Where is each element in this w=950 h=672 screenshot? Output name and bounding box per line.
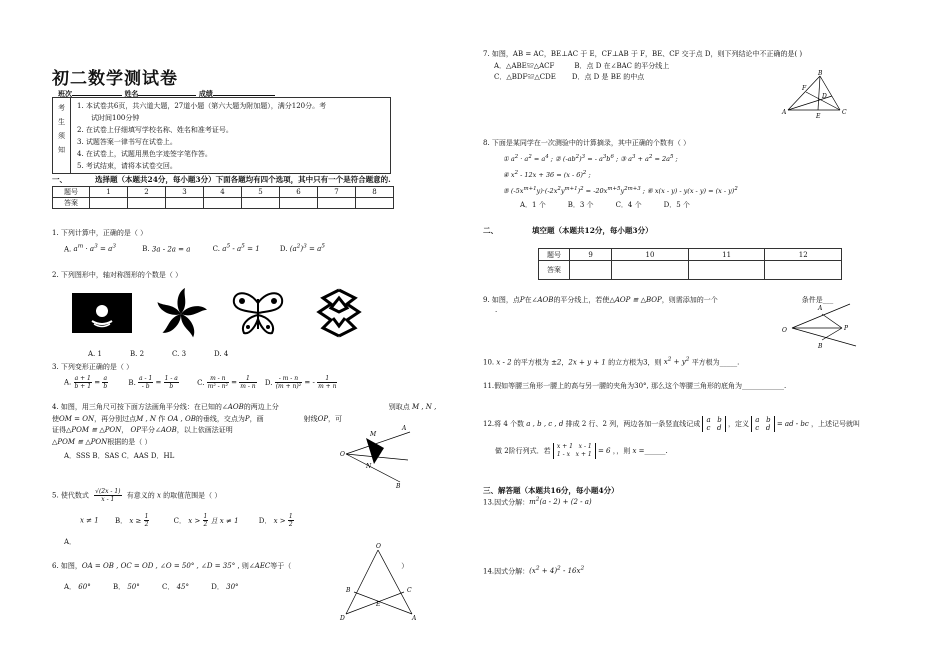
q2-stem: 2. 下列图形中，轴对称图形的个数是（ ） xyxy=(52,271,183,279)
q4-options: A．SSS B．SAS C．AAS D．HL xyxy=(64,452,175,460)
svg-text:P: P xyxy=(844,325,849,332)
macau-flag-image xyxy=(72,293,132,333)
q4-text: 4. 如图，用三角尺可按下面方法画角平分线：在已知的∠AOB的两边上分 别取点 M , N , 使OM = ON，再分别过点M , N 作 OA , OB的垂线，交点为P，画 射线OP，可 证得△POM ≌ △PON， OP平分∠AOB，以上依画法证明 △POM ≌ △PON根据的是（ ） xyxy=(52,403,437,446)
q1-stem: 1. 下列计算中，正确的是（ ） xyxy=(52,229,148,237)
svg-text:D: D xyxy=(340,615,345,622)
bauhinia-flower-image xyxy=(153,286,209,342)
maze-pattern-image xyxy=(311,288,367,338)
svg-text:E: E xyxy=(816,113,821,120)
q6-stem: 6. 如图，OA = OB , OC = OD , ∠O = 50° , ∠D = 35° , 则∠AEC等于（ ） xyxy=(52,562,409,570)
svg-text:O: O xyxy=(782,327,787,334)
score-label: 成绩 xyxy=(198,89,213,98)
svg-text:A: A xyxy=(782,109,787,116)
svg-text:F: F xyxy=(802,85,807,92)
q7-options: A．△ABE≌△ACF B．点 D 在∠BAC 的平分线上 C．△BDF≌△CDE D．点 D 是 BE 的中点 xyxy=(494,62,670,81)
svg-text:B: B xyxy=(396,483,401,490)
svg-text:A: A xyxy=(818,305,823,312)
notice-items: 1. 本试卷共6页，共六道大题，27道小题（第六大题为附加题），满分120分。考 试时间100分钟 2. 在试卷上仔细填写学校名称、姓名和准考证号。 3. 试题答案一律书写在试卷上。 4. 在试卷上，试题用黑色字迹签字笔作答。 5. 考试结束，请将本试卷交回。 xyxy=(77,102,327,170)
answer-cell[interactable] xyxy=(765,261,842,280)
answer-grid-2: 题号 9 10 11 12 答案 xyxy=(538,248,842,280)
answer-cell[interactable] xyxy=(242,198,280,209)
q7-stem: 7. 如图，AB = AC，BE⊥AC 于 E，CF⊥AB 于 F，BE、CF 交于点 D，则下列结论中不正确的是( ) xyxy=(483,50,803,58)
svg-text:D: D xyxy=(822,93,827,100)
svg-text:B: B xyxy=(818,70,823,77)
q1-options: A. $a^m \cdot a^3 = a^3$ B. 3a - 2a = a C. $a^5 - a^5 = 1$ D. $(a^2)^3 = a^5$ xyxy=(64,244,326,254)
svg-text:E: E xyxy=(376,601,381,608)
notice-label: 考 生 须 知 xyxy=(58,104,65,154)
answer-cell[interactable] xyxy=(612,261,689,280)
q3-stem: 3. 下列变形正确的是（ ） xyxy=(52,363,134,371)
angle-bisector-figure xyxy=(340,418,410,488)
svg-text:A: A xyxy=(412,615,417,622)
answer-cell[interactable] xyxy=(318,198,356,209)
q9-stem: 9. 如图，点P在∠AOB的平分线上，若使△AOP ≌ △BOP，则需添加的一个 条件是___ xyxy=(483,296,834,304)
answer-grid-1: 题号 1 2 3 4 5 6 7 8 答案 xyxy=(52,186,394,209)
q2-options: A. 1 B. 2 C. 3 D. 4 xyxy=(88,350,229,358)
q14-stem: 14.因式分解：$(x^2 + 4)^2 - 16x^2$ xyxy=(483,566,585,576)
q5-stem: 5. 使代数式 $\frac{√(2x - 1)}{x - 1}$ 有意义的 x 的取值范围是（ ） xyxy=(52,488,222,503)
triangle-figure-q7 xyxy=(782,70,852,120)
q12-line1: 12.将 4 个数 a , b , c , d 排成 2 行、2 列，两边各加一条竖直线记成 a b c d ，定义 a b c d = ad - bc ，上述记号就叫 xyxy=(483,416,861,432)
answer-cell[interactable] xyxy=(356,198,394,209)
section-3-heading: 三、解答题（本题共16分，每小题4分） xyxy=(483,486,619,495)
butterfly-image xyxy=(230,289,286,337)
page-title: 初二数学测试卷 xyxy=(52,69,178,89)
q5-option-a: A． xyxy=(64,538,77,546)
q8-options: A．1 个 B．3 个 C．4 个 D．5 个 xyxy=(520,201,690,209)
triangle-figure-q6 xyxy=(340,542,420,622)
q10-stem: 10. x - 2 的平方根为 ±2，2x + y + 1 的立方根为3，则 $x^2 + y^2$ 平方根为_____. xyxy=(483,357,740,367)
q3-options: A. $\frac{a + 1}{b + 1}$ = $\frac{a}{b}$ B. $\frac{a - 1}{- b}$ = $\frac{1 - a}{b}$ C. $\frac{m - n}{\text{m² - n²}}$ = $\frac{1}{m - n}$ D. $\frac{- m - n}{\text{(m + n)²}}$ = - $\frac{1}{m + n}$ xyxy=(64,375,337,390)
angle-figure-q9 xyxy=(780,302,860,348)
svg-text:B: B xyxy=(346,587,351,594)
section-2-heading: 二、 填空题（本题共12分，每小题3分） xyxy=(483,226,653,235)
name-label: 姓名 xyxy=(124,89,139,98)
answer-cell[interactable] xyxy=(570,261,612,280)
answer-cell[interactable] xyxy=(204,198,242,209)
class-label: 班次 xyxy=(58,89,72,98)
svg-text:O: O xyxy=(376,543,381,550)
q9-period: . xyxy=(495,306,498,314)
q8-stem: 8. 下面是某同学在一次测验中的计算摘录，其中正确的个数有（ ） xyxy=(483,139,691,147)
svg-text:N: N xyxy=(366,463,372,470)
exam-notice-box xyxy=(52,97,391,174)
answer-cell[interactable] xyxy=(280,198,318,209)
answer-cell[interactable] xyxy=(128,198,166,209)
section-1-heading: 一、 选择题（本题共24分，每小题3分）下面各题均有四个选项，其中只有一个是符合题意的. xyxy=(52,175,391,184)
q13-stem: 13.因式分解：$m^2(a - 2) + (2 - a)$ xyxy=(483,497,592,507)
q8-items: ① $a^2 \cdot a^2 = a^4$ ; ② $(-ab^2)^3$ = - $a^3b^6$ ; ③ $a^3 + a^2 = 2a^5$ ; ④ $x^2 - 12x + 36 = (x - 6)^2$ ; ⑤ $(-5x^{m+1}y)\cdot(-2x^2y^{m+1})^2 = -20x^{m+5}y^{2m+3}$ ; ⑥ x(x - y) - y(x - y) = (x - y)$^2$ xyxy=(503,154,738,196)
q5-options: x ≠ 1 B． x ≥ $\frac{1}{2}$ C． x > $\frac{1}{2}$ 且 x ≠ 1 D． x > $\frac{1}{2}$ xyxy=(80,513,293,528)
svg-text:M: M xyxy=(370,431,377,438)
answer-cell[interactable] xyxy=(90,198,128,209)
svg-text:B: B xyxy=(818,343,823,350)
answer-cell[interactable] xyxy=(688,261,765,280)
svg-text:C: C xyxy=(407,587,412,594)
q6-options: A． 60° B． 50° C． 45° D． 30° xyxy=(64,583,239,591)
q11-stem: 11.假如等腰三角形一腰上的高与另一腰的夹角为30°, 那么这个等腰三角形的底角为____________. xyxy=(483,382,787,390)
svg-text:O: O xyxy=(340,451,345,458)
q12-line2: 做 2阶行列式．若 x + 1 x - 1 1 - x x + 1 = 6 ，，则 x =______. xyxy=(495,443,668,458)
svg-text:C: C xyxy=(842,109,847,116)
answer-cell[interactable] xyxy=(166,198,204,209)
svg-text:A: A xyxy=(402,425,407,432)
